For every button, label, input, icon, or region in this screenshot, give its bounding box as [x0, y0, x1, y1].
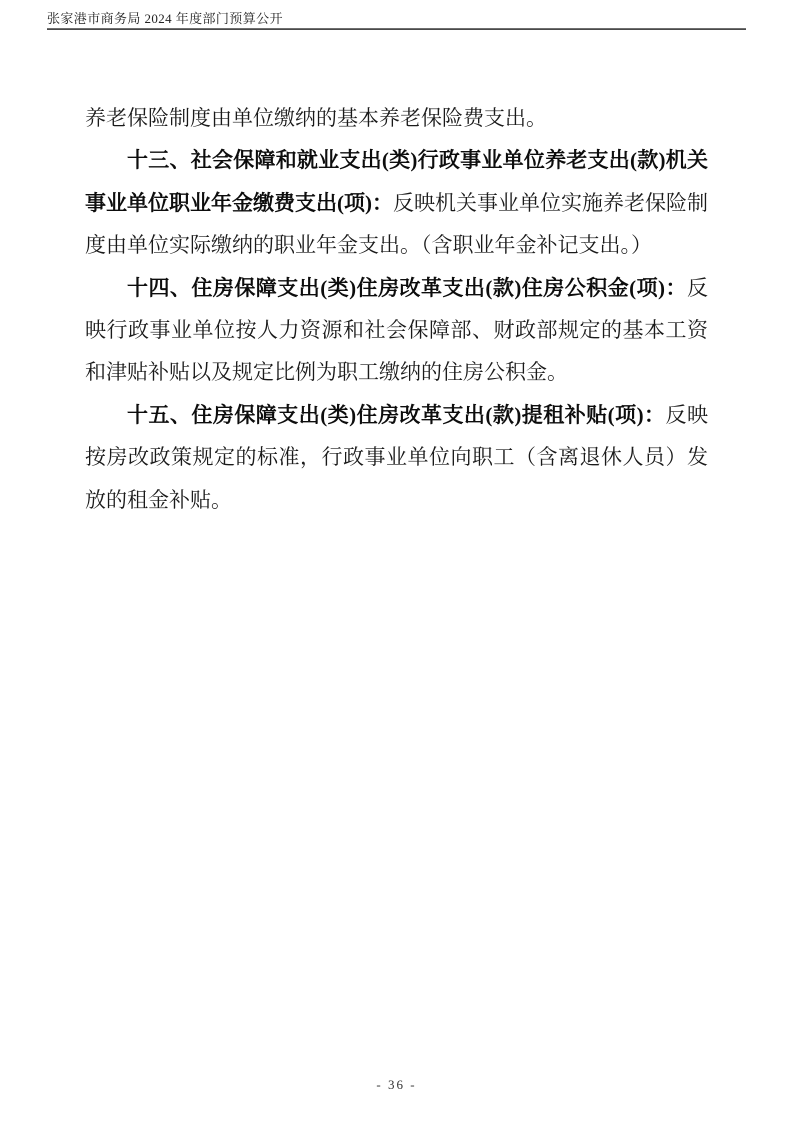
paragraph-text: 反映按房改政策规定的标准，行政事业单位向职工（含离退休人员）发放的租金补贴。: [85, 402, 708, 512]
paragraph-lead: 十三、社会保障和就业支出(类)行政事业单位养老支出(款)机关事业单位职业年金缴费支出(项)：: [85, 148, 708, 215]
paragraph-text: 反映行政事业单位按人力资源和社会保障部、财政部规定的基本工资和津贴补贴以及规定比例为职工缴纳的住房公积金。: [85, 275, 708, 385]
paragraph-lead: 十四、住房保障支出(类)住房改革支出(款)住房公积金(项)：: [127, 275, 687, 300]
paragraph: [85, 267, 708, 394]
paragraph: [85, 394, 708, 521]
paragraph-lead: 十五、住房保障支出(类)住房改革支出(款)提租补贴(项)：: [127, 402, 666, 427]
paragraph-text: 反映机关事业单位实施养老保险制度由单位实际缴纳的职业年金支出。（含职业年金补记支出。）: [85, 190, 708, 258]
document-body: [85, 97, 708, 521]
page-header: [47, 11, 746, 30]
paragraph-text: 养老保险制度由单位缴纳的基本养老保险费支出。: [85, 106, 547, 130]
page-footer: [0, 1077, 793, 1093]
header-rule: [47, 28, 746, 30]
header-title: 张家港市商务局 2024 年度部门预算公开: [47, 11, 283, 26]
page-number: - 36 -: [376, 1077, 417, 1092]
paragraph: [85, 97, 708, 139]
paragraph: [85, 139, 708, 266]
